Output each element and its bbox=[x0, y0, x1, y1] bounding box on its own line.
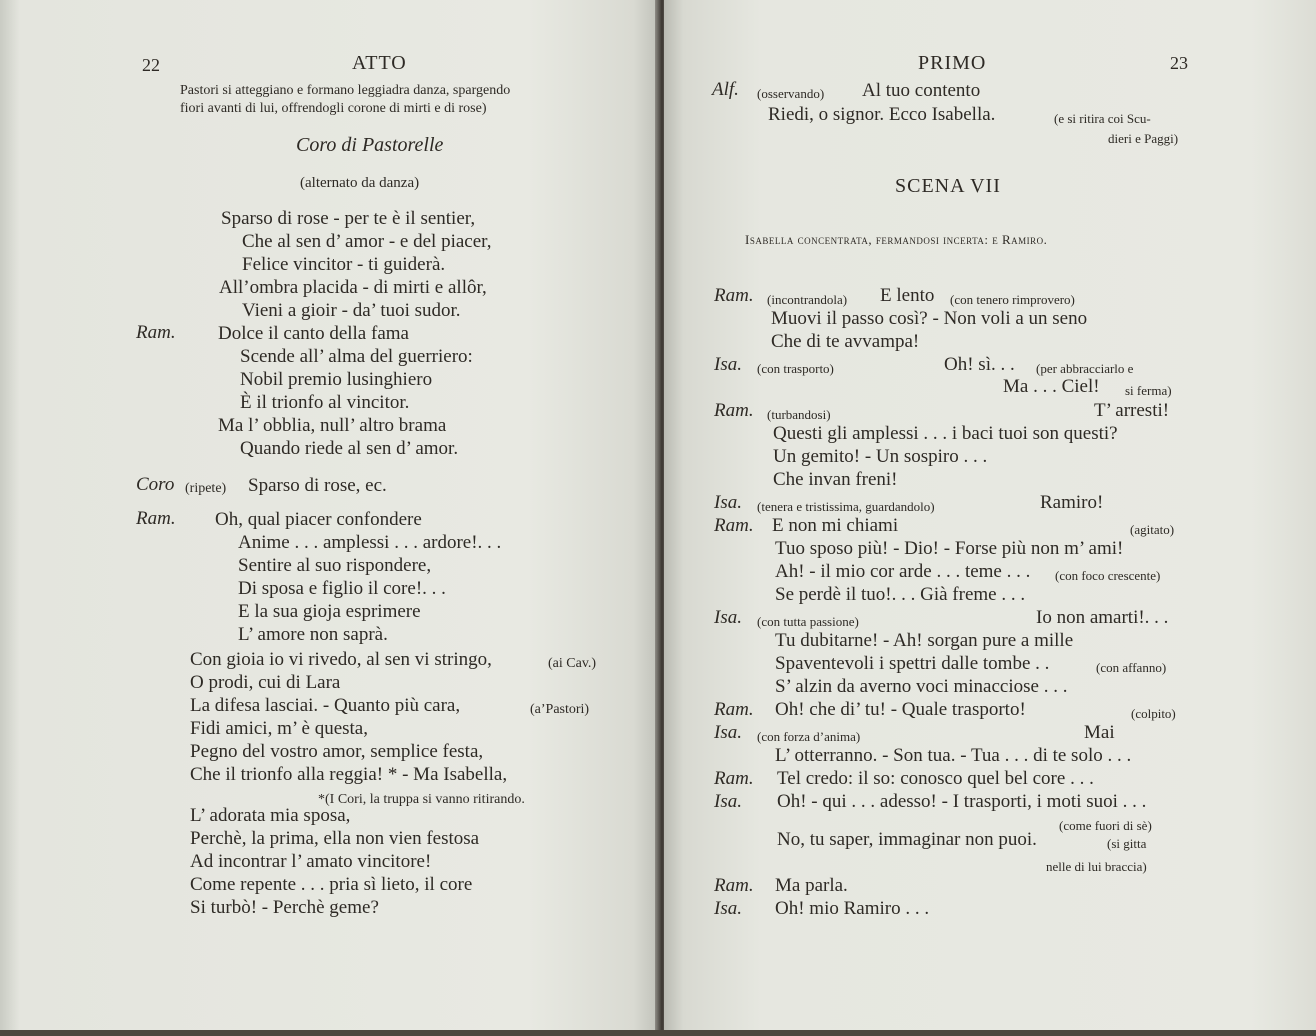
verse-line: E lento bbox=[880, 285, 935, 306]
coro-subtitle: (alternato da danza) bbox=[300, 175, 420, 191]
stage-note: (osservando) bbox=[757, 86, 825, 101]
verse-line: Al tuo contento bbox=[862, 80, 981, 101]
speaker-label: Ram. bbox=[714, 768, 754, 789]
stage-note: (incontrandola) bbox=[767, 292, 848, 307]
verse-line: Tel credo: il so: conosco quel bel core . . . bbox=[777, 768, 1094, 789]
recitative-line: L’ adorata mia sposa, bbox=[190, 805, 351, 826]
verse-line: Quando riede al sen d’ amor. bbox=[240, 438, 459, 459]
verse-line: Muovi il passo così? - Non voli a un seno bbox=[771, 308, 1088, 329]
verse-line: Se perdè il tuo!. . . Già freme . . . bbox=[775, 584, 1026, 605]
recitative-line: La difesa lasciai. - Quanto più cara, bbox=[190, 695, 461, 716]
verse-line: Ma parla. bbox=[775, 875, 848, 896]
recitative-line: Che il trionfo alla reggia! * - Ma Isabella, bbox=[190, 764, 508, 785]
verse-line: Oh! mio Ramiro . . . bbox=[775, 898, 930, 919]
verse-line: Che invan freni! bbox=[773, 469, 898, 490]
verse-line: Felice vincitor - ti guiderà. bbox=[242, 254, 446, 275]
verse-line: Mai bbox=[1084, 722, 1115, 743]
verse-line: Dolce il canto della fama bbox=[218, 323, 409, 344]
verse-line: Tu dubitarne! - Ah! sorgan pure a mille bbox=[775, 630, 1074, 651]
speaker-label: Ram. bbox=[714, 515, 754, 536]
stage-direction-line: fiori avanti di lui, offrendogli corone di mirti e di rose) bbox=[180, 101, 487, 116]
speaker-label: Ram. bbox=[714, 699, 754, 720]
stage-note: (turbandosi) bbox=[767, 407, 831, 422]
verse-line: Che di te avvampa! bbox=[771, 331, 920, 352]
speaker-label: Coro bbox=[136, 474, 175, 495]
speaker-label: Ram. bbox=[714, 875, 754, 896]
speaker-label: Isa. bbox=[714, 607, 742, 628]
verse-line: S’ alzin da averno voci minacciose . . . bbox=[775, 676, 1068, 697]
running-head: ATTO bbox=[352, 52, 407, 74]
verse-line: Spaventevoli i spettri dalle tombe . . bbox=[775, 653, 1050, 674]
verse-line: Ma . . . Ciel! bbox=[1003, 376, 1100, 397]
page-edge bbox=[0, 1030, 1316, 1036]
verse-line: All’ombra placida - di mirti e allôr, bbox=[219, 277, 487, 298]
stage-note: (a’Pastori) bbox=[530, 702, 590, 717]
speaker-label: Isa. bbox=[714, 354, 742, 375]
scene-heading: SCENA VII bbox=[895, 175, 1001, 197]
recitative-line: Fidi amici, m’ è questa, bbox=[190, 718, 368, 739]
verse-line: Sparso di rose, ec. bbox=[248, 475, 387, 496]
verse-line: Un gemito! - Un sospiro . . . bbox=[773, 446, 988, 467]
verse-line: Oh! che di’ tu! - Quale trasporto! bbox=[775, 699, 1026, 720]
verse-line: L’ amore non saprà. bbox=[238, 624, 388, 645]
verse-line: Oh, qual piacer confondere bbox=[215, 509, 422, 530]
running-head: PRIMO bbox=[918, 52, 987, 74]
verse-line: Ma l’ obblia, null’ altro brama bbox=[218, 415, 447, 436]
recitative-line: Perchè, la prima, ella non vien festosa bbox=[190, 828, 480, 849]
speaker-label: Isa. bbox=[714, 492, 742, 513]
footnote: *(I Cori, la truppa si vanno ritirando. bbox=[318, 792, 525, 807]
speaker-label: Ram. bbox=[136, 322, 176, 343]
recitative-line: Ad incontrar l’ amato vincitore! bbox=[190, 851, 432, 872]
stage-note: (ripete) bbox=[185, 481, 227, 496]
verse-line: Oh! sì. . . bbox=[944, 354, 1015, 375]
stage-note: (tenera e tristissima, guardandolo) bbox=[757, 499, 935, 514]
verse-line: È il trionfo al vincitor. bbox=[240, 392, 410, 413]
verse-line: Sentire al suo rispondere, bbox=[238, 555, 432, 576]
stage-note: (ai Cav.) bbox=[548, 656, 597, 671]
stage-note: nelle di lui braccia) bbox=[1046, 859, 1147, 874]
stage-note: (con tenero rimprovero) bbox=[950, 292, 1075, 307]
speaker-label: Ram. bbox=[714, 285, 754, 306]
verse-line: Anime . . . amplessi . . . ardore!. . . bbox=[238, 532, 502, 553]
verse-line: Tuo sposo più! - Dio! - Forse più non m’ ami! bbox=[775, 538, 1124, 559]
verse-line: Riedi, o signor. Ecco Isabella. bbox=[768, 104, 996, 125]
recitative-line: Con gioia io vi rivedo, al sen vi stringo, bbox=[190, 649, 492, 670]
recitative-line: O prodi, cui di Lara bbox=[190, 672, 341, 693]
stage-note: (con affanno) bbox=[1096, 660, 1167, 675]
stage-note: (con foco crescente) bbox=[1055, 568, 1161, 583]
verse-line: E non mi chiami bbox=[772, 515, 899, 536]
recitative-line: Come repente . . . pria sì lieto, il core bbox=[190, 874, 473, 895]
stage-note: (con tutta passione) bbox=[757, 614, 859, 629]
stage-note: (come fuori di sè) bbox=[1059, 818, 1152, 833]
stage-note: (con trasporto) bbox=[757, 361, 834, 376]
page-number: 22 bbox=[142, 55, 160, 75]
verse-line: L’ otterranno. - Son tua. - Tua . . . di te solo . . . bbox=[775, 745, 1132, 766]
verse-line: Di sposa e figlio il core!. . . bbox=[238, 578, 446, 599]
stage-note: dieri e Paggi) bbox=[1108, 131, 1179, 146]
stage-note: (e si ritira coi Scu- bbox=[1054, 111, 1151, 126]
speaker-label: Isa. bbox=[714, 791, 742, 812]
verse-line: Vieni a gioir - da’ tuoi sudor. bbox=[242, 300, 461, 321]
verse-line: E la sua gioja esprimere bbox=[238, 601, 421, 622]
stage-note: (agitato) bbox=[1130, 522, 1175, 537]
verse-line: Nobil premio lusinghiero bbox=[240, 369, 433, 390]
verse-line: Questi gli amplessi . . . i baci tuoi son questi? bbox=[773, 423, 1118, 444]
speaker-label: Isa. bbox=[714, 722, 742, 743]
verse-line: No, tu saper, immaginar non puoi. bbox=[777, 829, 1037, 850]
speaker-label: Isa. bbox=[714, 898, 742, 919]
verse-line: Ramiro! bbox=[1040, 492, 1104, 513]
verse-line: Io non amarti!. . . bbox=[1036, 607, 1169, 628]
stage-note: (si gitta bbox=[1107, 836, 1147, 851]
verse-line: Oh! - qui . . . adesso! - I trasporti, i moti suoi . . . bbox=[777, 791, 1147, 812]
speaker-label: Ram. bbox=[714, 400, 754, 421]
verse-line: Ah! - il mio cor arde . . . teme . . . bbox=[775, 561, 1031, 582]
verse-line: T’ arresti! bbox=[1094, 400, 1170, 421]
recitative-line: Pegno del vostro amor, semplice festa, bbox=[190, 741, 484, 762]
stage-note: (con forza d’anima) bbox=[757, 729, 861, 744]
verse-line: Che al sen d’ amor - e del piacer, bbox=[242, 231, 492, 252]
scene-characters: Isabella concentrata, fermandosi incerta: e Ramiro. bbox=[745, 232, 1048, 247]
verse-line: Scende all’ alma del guerriero: bbox=[240, 346, 473, 367]
stage-note: (per abbracciarlo e bbox=[1036, 361, 1134, 376]
recitative-line: Si turbò! - Perchè geme? bbox=[190, 897, 379, 918]
speaker-label: Alf. bbox=[712, 79, 739, 100]
stage-direction-line: Pastori si atteggiano e formano leggiadra danza, spargendo bbox=[180, 83, 511, 98]
coro-title: Coro di Pastorelle bbox=[296, 134, 444, 156]
verse-line: Sparso di rose - per te è il sentier, bbox=[221, 208, 476, 229]
stage-note: si ferma) bbox=[1125, 383, 1172, 398]
page-number: 23 bbox=[1170, 53, 1188, 73]
speaker-label: Ram. bbox=[136, 508, 176, 529]
stage-note: (colpito) bbox=[1131, 706, 1176, 721]
